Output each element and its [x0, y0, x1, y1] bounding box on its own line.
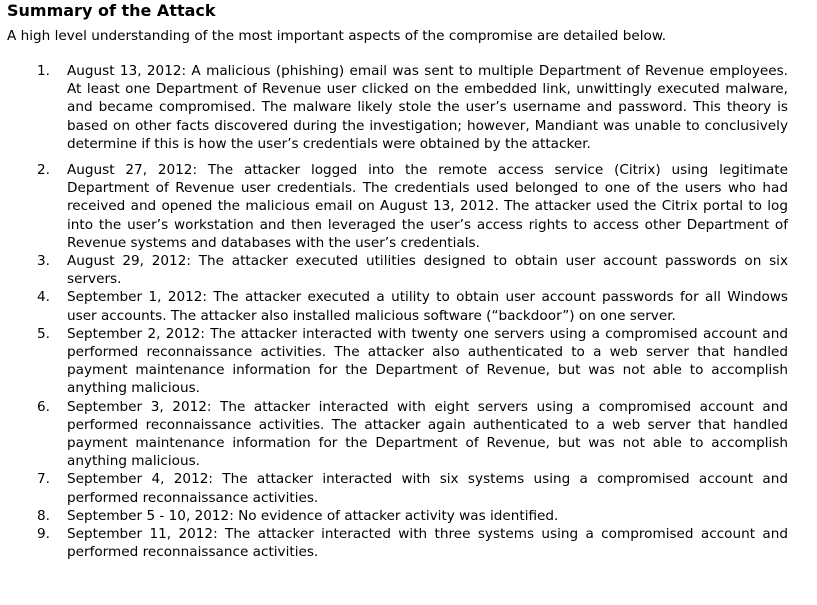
list-item-number: 7.	[37, 471, 50, 488]
list-item	[37, 161, 788, 252]
section-title: Summary of the Attack	[7, 1, 216, 20]
document-page	[7, 0, 807, 561]
list-item-number: 6.	[37, 398, 50, 415]
list-item-number: 3.	[37, 253, 50, 270]
list-item-text: September 2, 2012: The attacker interacted with twenty one servers using a compromised account and performed reconnaissance activities. The attacker also authenticated to a web server that handled payment maintenance information for the Department of Revenue, but was not able to accomplish anything malicious.	[67, 325, 788, 397]
list-item	[37, 62, 788, 153]
list-item	[37, 325, 788, 398]
intro-paragraph: A high level understanding of the most important aspects of the compromise are detailed below.	[7, 28, 667, 44]
list-item	[37, 507, 788, 525]
list-item-text: September 1, 2012: The attacker executed a utility to obtain user account passwords for all Windows user accounts. The attacker also installed malicious software (“backdoor”) on one server.	[67, 289, 788, 324]
list-item-number: 5.	[37, 325, 50, 342]
attack-timeline-list	[37, 62, 788, 561]
list-item	[37, 525, 788, 561]
list-item-number: 9.	[37, 526, 50, 543]
list-item-text: September 3, 2012: The attacker interacted with eight servers using a compromised account and performed reconnaissance activities. The attacker again authenticated to a web server that handled payment maintenance information for the Department of Revenue, but was not able to accomplish anything malicious.	[67, 398, 788, 470]
list-item	[37, 252, 788, 288]
list-item-text: August 29, 2012: The attacker executed utilities designed to obtain user account passwords on six servers.	[67, 253, 788, 288]
list-item-number: 4.	[37, 289, 50, 306]
list-item	[37, 288, 788, 324]
list-item-text: August 27, 2012: The attacker logged into the remote access service (Citrix) using legitimate Department of Revenue user credentials. The credentials used belonged to one of the users who had received and opened the malicious email on August 13, 2012. The attacker used the Citrix portal to log into the user’s workstation and then leveraged the user’s access rights to access other Department of Revenue systems and databases with the user’s credentials.	[67, 162, 788, 251]
list-item-text: September 11, 2012: The attacker interacted with three systems using a compromised account and performed reconnaissance activities.	[67, 526, 788, 561]
list-item-text: September 5 - 10, 2012: No evidence of attacker activity was identified.	[67, 507, 559, 524]
list-item-number: 1.	[37, 63, 50, 79]
list-item-number: 2.	[37, 162, 50, 179]
list-item-text: September 4, 2012: The attacker interacted with six systems using a compromised account and performed reconnaissance activities.	[67, 471, 788, 506]
list-item	[37, 398, 788, 471]
list-item	[37, 470, 788, 506]
list-item-number: 8.	[37, 507, 50, 524]
list-item-text: August 13, 2012: A malicious (phishing) email was sent to multiple Department of Revenue employees. At least one Department of Revenue user clicked on the embedded link, unwittingly executed malware, and became compromised. The malware likely stole the user’s username and password. This theory is based on other facts discovered during the investigation; however, Mandiant was unable to conclusively determine if this is how the user’s credentials were obtained by the attacker.	[67, 63, 788, 152]
